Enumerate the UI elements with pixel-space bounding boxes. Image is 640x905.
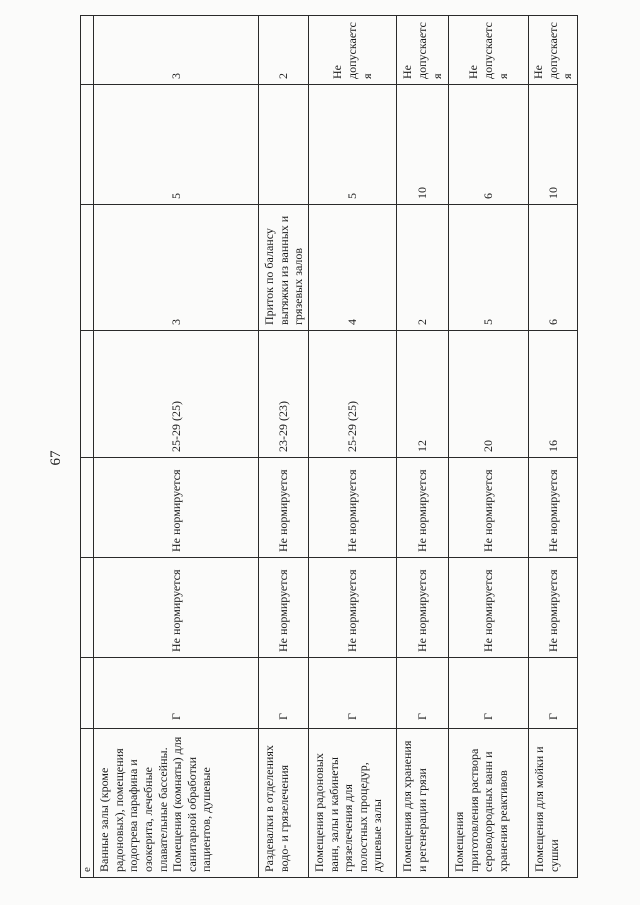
room-name-cell: Раздевалки в отделениях водо- и грязелечения (259, 729, 309, 878)
col5-cell: 20 (448, 331, 528, 458)
col8-cell: 3 (94, 16, 259, 85)
category-cell: Г (259, 658, 309, 729)
col5-cell: 23-29 (23) (259, 331, 309, 458)
prev-fragment-cell: е (81, 729, 94, 878)
rotated-table-frame (80, 16, 575, 878)
col5-cell: 16 (528, 331, 577, 458)
room-name-cell: Помещения для хранения и регенерации грязи (396, 729, 448, 878)
category-cell: Г (308, 658, 396, 729)
category-cell: Г (94, 658, 259, 729)
col8-cell: Не допускается (396, 16, 448, 85)
stub-cell (81, 558, 94, 658)
col8-cell: Не допускается (448, 16, 528, 85)
col7-cell: 10 (396, 85, 448, 205)
room-name-cell: Помещения радоновых ванн, залы и кабинеты грязелечения для полостных процедур, душевые залы (308, 729, 396, 878)
col3-cell: Не нормируется (308, 558, 396, 658)
col3-cell: Не нормируется (448, 558, 528, 658)
table-row (448, 16, 528, 878)
category-cell: Г (396, 658, 448, 729)
col4-cell: Не нормируется (528, 458, 577, 558)
room-name-cell: Помещения приготовления раствора сероводородных ванн и хранения реактивов (448, 729, 528, 878)
col7-cell: 5 (94, 85, 259, 205)
col5-cell: 12 (396, 331, 448, 458)
table-row (528, 16, 577, 878)
category-cell: Г (448, 658, 528, 729)
col6-cell: 5 (448, 205, 528, 331)
stub-cell (81, 205, 94, 331)
stub-cell (81, 331, 94, 458)
col3-cell: Не нормируется (528, 558, 577, 658)
col7-cell: 10 (528, 85, 577, 205)
category-cell: Г (528, 658, 577, 729)
col4-cell: Не нормируется (94, 458, 259, 558)
col5-cell: 25-29 (25) (308, 331, 396, 458)
col4-cell: Не нормируется (308, 458, 396, 558)
room-name-cell: Помещения для мойки и сушки (528, 729, 577, 878)
col7-cell: 6 (448, 85, 528, 205)
table-row (259, 16, 309, 878)
col8-cell: 2 (259, 16, 309, 85)
room-name-cell: Ванные залы (кроме радоновых), помещения подогрева парафина и озокерита, лечебные плавательные бассейны. Помещения (комнаты) для санитарной обработки пациентов, душевые (94, 729, 259, 878)
col6-cell: 6 (528, 205, 577, 331)
table-row (308, 16, 396, 878)
col8-cell: Не допускается (308, 16, 396, 85)
col4-cell: Не нормируется (259, 458, 309, 558)
stub-cell (81, 16, 94, 85)
col4-cell: Не нормируется (396, 458, 448, 558)
table-row (396, 16, 448, 878)
col6-cell: 2 (396, 205, 448, 331)
col3-cell: Не нормируется (259, 558, 309, 658)
col7-cell: 5 (308, 85, 396, 205)
page-number: 67 (48, 450, 64, 466)
table-row (94, 16, 259, 878)
col4-cell: Не нормируется (448, 458, 528, 558)
col6-cell: 4 (308, 205, 396, 331)
col6-cell: 3 (94, 205, 259, 331)
col3-cell: Не нормируется (94, 558, 259, 658)
col3-cell: Не нормируется (396, 558, 448, 658)
col6-cell: Приток по балансу вытяжки из ванных и грязевых залов (259, 205, 309, 331)
stub-cell (81, 85, 94, 205)
col8-cell: Не допускается (528, 16, 577, 85)
table-row-continuation (81, 16, 94, 878)
col7-cell (259, 85, 309, 205)
col5-cell: 25-29 (25) (94, 331, 259, 458)
stub-cell (81, 458, 94, 558)
table-wrapper (80, 16, 575, 878)
ventilation-norms-table (80, 15, 578, 878)
stub-cell (81, 658, 94, 729)
